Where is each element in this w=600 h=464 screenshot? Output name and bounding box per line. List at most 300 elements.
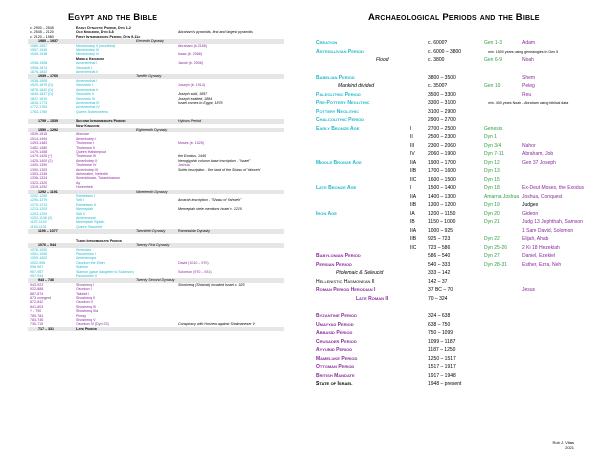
date-range: 1514-1494 — [30, 136, 48, 141]
period-row — [316, 99, 592, 108]
period-name: Middle Bronze Age — [316, 159, 362, 166]
date-range: 638 – 750 — [428, 321, 451, 328]
ruler-name: Osorkon IV (Dyn 23) — [76, 322, 109, 327]
ruler-name: Shoshenq I — [76, 282, 95, 287]
period-row — [316, 286, 592, 295]
date-range: c. 2900 – 2545 — [30, 26, 54, 30]
date-range: 1051-1006 — [30, 251, 48, 256]
period-row — [316, 372, 592, 381]
biblical-figures: Daniel, Ezekiel — [522, 253, 556, 259]
date-range: 1479-1458 — [30, 149, 48, 154]
date-range: 1190 – 1077 — [38, 229, 58, 234]
ruler-name: Merneptah Siptah — [76, 220, 105, 225]
period-row — [316, 142, 592, 151]
date-range: 1938-1908 — [30, 61, 48, 66]
period-name: Persian Period — [316, 261, 352, 268]
credit-year: 2021 — [565, 445, 574, 450]
date-range: 717 – 331 — [38, 326, 54, 331]
ruler-name: Senusret I — [76, 65, 93, 70]
biblical-figures: Nahor — [522, 142, 536, 149]
date-range: 1900 – 1700 — [428, 159, 456, 166]
biblical-figures: Esther, Ezra, Neh — [522, 261, 562, 268]
period-name: Crusader Period — [316, 338, 357, 345]
date-range: 333 – 142 — [428, 270, 451, 276]
biblical-note: Merneptah stele mentions Israel c. 1210 — [178, 207, 242, 212]
biblical-note: Joseph (b. 1914) — [178, 83, 205, 88]
date-range: 1539-1515 — [30, 132, 48, 137]
sub-phase: IV — [410, 151, 415, 157]
sub-phase: I — [410, 185, 412, 191]
ruler-name: Amenemhat III — [76, 100, 100, 105]
sub-phase: IIA — [410, 227, 417, 234]
date-range: c. 3500? — [428, 83, 448, 89]
biblical-reference: Dyn 1 — [484, 134, 498, 140]
date-range: 1945-1938 — [30, 52, 48, 57]
period-name: Babelian Period — [316, 74, 355, 81]
date-range: 789-784 — [30, 313, 44, 318]
biblical-note: Joshua — [178, 163, 190, 168]
date-range: 1197-1193 — [30, 220, 47, 225]
period-name: Ptolemaic & Seleucid — [336, 270, 384, 276]
ruler-name: Horemheb — [76, 185, 93, 190]
biblical-figures: Elijah, Ahab — [522, 236, 549, 242]
sub-phase: III — [410, 142, 415, 149]
period-name: Pottery Neolithic — [316, 108, 360, 115]
date-range: c. 6000? — [428, 40, 448, 46]
period-row — [316, 210, 592, 219]
period-row — [316, 269, 592, 278]
date-range: 1917 – 1948 — [428, 372, 456, 379]
ruler-name: Old Kingdom, Dyn 3-8 — [76, 30, 114, 35]
period-row — [316, 380, 592, 389]
ruler-name: Queen Hatshepsut — [76, 149, 106, 154]
biblical-figures: min. 1500 years using genealogies in Gen 5 — [488, 49, 559, 54]
ruler-name: Takelot I — [76, 291, 90, 296]
biblical-reference: Dyn 22 — [484, 236, 500, 242]
biblical-note: Ramesside Dynasty — [178, 229, 210, 234]
date-range: 1479-1425 (*) — [30, 154, 52, 159]
date-range: 887-874 — [30, 291, 44, 296]
biblical-reference: Dyn 13 — [484, 168, 500, 174]
ruler-name: Mentuhotep IV — [76, 52, 100, 57]
date-range: 1763-1760 — [30, 109, 48, 114]
date-range: 1600 – 1500 — [428, 176, 456, 183]
biblical-note: Soleb inscription - 'the land of the Shasu of Yahweh' — [178, 167, 261, 172]
row-gap — [316, 65, 592, 74]
ruler-name: Amenemhat II — [76, 87, 99, 92]
period-row — [316, 184, 592, 193]
dynasty-name: Eleventh Dynasty — [136, 39, 164, 44]
ruler-name: Osorkon I — [76, 287, 92, 292]
archaeological-periods-table — [316, 39, 592, 389]
row-gap — [316, 303, 592, 312]
ruler-name: Siamun — [76, 265, 89, 270]
date-range: 1400 – 1300 — [428, 193, 456, 200]
date-range: 925 – 723 — [428, 236, 451, 242]
period-name: Late Bronze Age — [316, 185, 357, 191]
ruler-name: New Kingdom — [76, 123, 100, 128]
sub-phase: IIB — [410, 202, 417, 208]
biblical-note: Jacob (b. 2006) — [178, 61, 203, 66]
date-range: 1759 – 1539 — [38, 119, 58, 124]
left-page-title: Egypt and the Bible — [68, 12, 158, 23]
date-range: 1005-1002 — [30, 256, 48, 261]
biblical-note: Abraham's pyramids, first and largest pyramids — [178, 30, 253, 35]
sub-phase: IA — [410, 210, 415, 217]
ruler-name: Amenhotep I — [76, 136, 97, 141]
period-row — [316, 329, 592, 338]
biblical-reference: Genesis — [484, 125, 503, 132]
date-range: 142 – 37 — [428, 278, 448, 285]
period-name: Creation — [316, 40, 338, 46]
biblical-reference: Gen 10 — [484, 83, 501, 89]
biblical-reference: Dyn 15 — [484, 176, 500, 183]
biblical-figures: 2 Ki 18 Hezekiah — [522, 244, 560, 251]
date-range: 943-923 — [30, 282, 44, 287]
ruler-name: Thutmose II — [76, 145, 95, 150]
date-range: c. 2120 – 1980 — [30, 34, 54, 39]
ruler-name: Ramesses I — [76, 194, 95, 199]
date-range: 1002-996 — [30, 260, 46, 265]
date-range: 2060 – 1900 — [428, 151, 456, 157]
sub-phase: II — [410, 134, 413, 140]
period-name: State of Israel — [316, 381, 353, 387]
dynasty-name: Twelfth Dynasty — [136, 74, 162, 79]
sub-phase: IIA — [410, 159, 417, 166]
biblical-note: Abraham (b.2166) — [178, 43, 207, 48]
ruler-name: Amenemope — [76, 256, 97, 261]
ruler-name: Shoshenq II — [76, 295, 96, 300]
date-range: 3800 – 3500 — [428, 74, 456, 81]
period-name: Ayyubid Period — [316, 347, 353, 353]
date-range: 1323-1320 — [30, 180, 48, 185]
ruler-name: Early Dynastic Period, Dyn 1-2 — [76, 26, 131, 30]
ruler-name: Thutmose I — [76, 141, 94, 146]
period-name: Ottoman Period — [316, 364, 355, 370]
biblical-note: David (1010 – 970) — [178, 260, 209, 265]
biblical-figures: Jesus — [522, 287, 536, 293]
period-row — [316, 150, 592, 159]
date-range: 2300 – 2060 — [428, 142, 456, 149]
biblical-note: hieroglyphic column base inscription - "Israel" — [178, 158, 251, 163]
biblical-figures: Shem — [522, 74, 536, 81]
ruler-name: Seti II — [76, 211, 86, 216]
biblical-note: Israel comes to Egypt, 1876 — [178, 100, 223, 105]
date-range: 750 – 1099 — [428, 330, 454, 336]
egypt-chronology-table — [28, 26, 284, 331]
ruler-name: Ahmose — [76, 132, 90, 137]
date-range: 1517 – 1917 — [428, 364, 456, 370]
period-row — [316, 295, 592, 304]
biblical-reference: Dyn 7-11 — [484, 151, 504, 157]
date-range: 3100 – 2900 — [428, 108, 456, 115]
sub-phase: IIC — [410, 244, 417, 251]
period-row — [316, 244, 592, 253]
date-range: 70 – 324 — [428, 295, 448, 302]
date-range: 1292 – 1191 — [38, 189, 58, 194]
period-row — [316, 125, 592, 134]
date-range: 1099 – 1187 — [428, 338, 456, 345]
date-range: 957-944 — [30, 273, 44, 278]
period-name: Flood — [376, 57, 389, 63]
period-row — [316, 116, 592, 125]
date-range: 783-746 — [30, 318, 44, 322]
dynasty-name: Eighteenth Dynasty — [136, 127, 168, 132]
ruler-name: Amenhotep III — [76, 167, 99, 172]
period-row — [316, 252, 592, 261]
ruler-name: Pimay — [76, 313, 86, 318]
ruler-name: Akhenaten, Nefertiti — [76, 172, 108, 176]
period-name: Babylonian Period — [316, 253, 361, 259]
biblical-figures: min. 400 years Noah - Abraham using biblical data — [488, 101, 569, 105]
author-credit — [553, 440, 575, 450]
period-name: Pre-Pottery Neolithic — [316, 100, 370, 106]
ruler-name: Amenemhat IV — [76, 105, 100, 110]
ruler-name: Shoshenq III — [76, 304, 97, 309]
biblical-note: Joseph exalted, 1884 — [178, 96, 213, 101]
ruler-name: Smenkhkare, Tutankhamun — [76, 176, 120, 181]
period-row — [316, 108, 592, 117]
period-name: Paleolithic Period — [316, 91, 361, 98]
date-range: 1193-1191 — [30, 224, 47, 229]
date-range: 1980-1957 — [30, 43, 48, 48]
ruler-name: Thutmose IV — [76, 163, 97, 168]
period-name: Abbasid Period — [316, 330, 353, 336]
date-range: 1202-1198 (2) — [30, 216, 53, 221]
biblical-note: Joseph sold, 1897 — [178, 92, 208, 97]
period-name: Chalcolithic Period — [316, 117, 365, 123]
period-row — [316, 91, 592, 100]
sub-phase: IB — [410, 219, 415, 225]
date-range: 1957-1945 — [30, 48, 48, 53]
ruler-name: Amenmesse — [76, 216, 96, 221]
ruler-name: Mentuhotep II (reunified) — [76, 43, 116, 48]
period-row — [316, 278, 592, 287]
date-range: 1290-1279 — [30, 198, 48, 203]
date-range: 1150 – 1000 — [428, 219, 456, 225]
date-range: 37 BC – 70 — [428, 287, 454, 293]
biblical-reference: Dyn 27 — [484, 253, 500, 259]
biblical-figures: Ex-Deut Moses, the Exodus — [522, 185, 584, 191]
credit-author: Rob J. Vitas — [552, 440, 574, 445]
date-range: 1980 – 1937 — [38, 39, 58, 44]
date-range: 1390-1353 — [30, 167, 48, 172]
period-row — [316, 338, 592, 347]
biblical-figures: Joshua, Conquest — [522, 193, 563, 200]
biblical-reference: Gen 1-3 — [484, 40, 503, 46]
date-range: 1700 – 1600 — [428, 168, 456, 174]
period-row — [316, 346, 592, 355]
dynasty-name: Twentieth Dynasty — [136, 229, 166, 234]
biblical-figures: Judg 13 Jephthah, Samson — [522, 219, 583, 225]
period-row — [316, 159, 592, 168]
biblical-figures: Peleg — [522, 83, 535, 89]
date-range: 1818-1773 — [30, 100, 48, 105]
biblical-note: the Exodus, 1445 — [178, 154, 206, 159]
biblical-reference: Dyn 19 — [484, 202, 500, 208]
ruler-name: Amenhotep II — [76, 158, 98, 163]
date-range: c. 3800 — [428, 57, 445, 63]
date-range: 1772-1764 — [30, 105, 48, 110]
period-row — [316, 176, 592, 185]
period-row — [316, 312, 592, 321]
date-range: 2900 – 2700 — [428, 117, 456, 123]
ruler-name: Ramesses II — [76, 202, 96, 207]
ruler-name: Osorkon II — [76, 300, 93, 305]
period-row — [316, 39, 592, 48]
date-range: 723 – 586 — [428, 244, 451, 251]
date-range: 943 – 746 — [38, 278, 54, 283]
date-range: 1213-1203 — [30, 207, 48, 212]
date-range: 1920-1875 (D) — [30, 83, 54, 88]
date-range: 1939 – 1760 — [38, 74, 58, 79]
chronology-row — [28, 110, 284, 114]
ruler-name: Shoshenq V — [76, 318, 96, 322]
biblical-reference: Gen 6-9 — [484, 57, 503, 63]
right-page-title: Archaeological Periods and the Bible — [368, 12, 540, 23]
dynasty-name: Late Period — [76, 326, 97, 331]
date-range: 1336-1324 — [30, 176, 48, 181]
date-range: 967-957 — [30, 269, 44, 274]
biblical-figures: 1 Sam David, Solomon — [522, 227, 574, 234]
sub-phase: IIC — [410, 176, 417, 183]
biblical-figures: Adam — [522, 40, 536, 46]
date-range: 1400-1390 — [30, 163, 48, 168]
ruler-name: Middle Kingdom — [76, 56, 104, 61]
period-row — [316, 227, 592, 236]
biblical-reference: Dyn 18 — [484, 185, 500, 191]
ruler-name: Mentuhotep III — [76, 48, 99, 53]
date-range: 1203-1200 — [30, 211, 48, 216]
date-range: 1908-1874 — [30, 65, 48, 70]
dynasty-name: Twenty First Dynasty — [136, 243, 170, 248]
date-range: 540 – 333 — [428, 261, 451, 268]
date-range: 1250 – 1517 — [428, 355, 456, 362]
date-range: 872-842 — [30, 300, 44, 305]
period-row — [316, 56, 592, 65]
period-name: Roman Period Herodian I — [316, 287, 376, 293]
date-range: 730-715 — [30, 322, 44, 327]
sub-phase: IIB — [410, 236, 417, 242]
period-row — [316, 355, 592, 364]
dynasty-header-row — [28, 327, 284, 331]
dynasty-name: Second Intermediate Period — [76, 119, 126, 124]
ruler-name: Queen Tawosret — [76, 224, 103, 229]
biblical-reference: Dyn 20 — [484, 210, 500, 217]
ruler-name: Amenemhat II — [76, 70, 99, 75]
date-range: c. 2545 – 2120 — [30, 30, 54, 35]
date-range: 2500 – 2300 — [428, 134, 456, 140]
ruler-name: Smendes — [76, 247, 92, 252]
ruler-name: Amenemhat I — [76, 61, 98, 66]
date-range: 1279-1213 — [30, 202, 48, 207]
biblical-figures: Gideon — [522, 210, 539, 217]
period-row — [316, 82, 592, 91]
date-range: 1837-1819 — [30, 96, 48, 101]
ruler-name: Sesostris I — [76, 83, 93, 88]
date-range: 1425-1400 (2) — [30, 158, 53, 163]
dynasty-name: Twenty Second Dynasty — [136, 278, 175, 283]
date-range: 1292-1290 — [30, 194, 48, 199]
period-row — [316, 74, 592, 83]
date-range: 1200 – 1150 — [428, 210, 456, 217]
biblical-figures: Reu — [522, 91, 532, 98]
date-range: 1482-1480 — [30, 145, 48, 150]
dynasty-header-row — [28, 229, 284, 233]
ruler-name: Thutmose III — [76, 154, 96, 159]
date-range: 1076-1052 — [30, 247, 48, 252]
ruler-name: Shoshenq IIIa — [76, 309, 99, 314]
date-range: 2700 – 2500 — [428, 125, 456, 132]
period-name: Late Roman II — [356, 295, 389, 302]
biblical-figures: Noah — [522, 57, 534, 63]
period-name: Iron Age — [316, 210, 337, 217]
ruler-name: Siamun (gave daughter to Solomon) — [76, 269, 134, 274]
biblical-note: Amarah inscription - "Shasu of Yahweh" — [178, 198, 242, 203]
sub-phase: I — [410, 125, 412, 132]
date-range: 1493-1483 — [30, 141, 48, 146]
date-range: 1876-1842 — [30, 70, 48, 75]
ruler-name: Ay — [76, 180, 81, 185]
sub-phase: IIB — [410, 168, 417, 174]
period-row — [316, 363, 592, 372]
biblical-note: Hyksos Period — [178, 119, 202, 124]
biblical-reference: Dyn 25-26 — [484, 244, 508, 251]
date-range: 1319-1292 — [30, 185, 48, 190]
ruler-name: Sesostris III — [76, 96, 95, 101]
date-range: 1876-1842 (D) — [30, 87, 54, 92]
period-row — [316, 235, 592, 244]
period-name: Mameluke Period — [316, 355, 358, 362]
ruler-name: Psusennes I — [76, 251, 96, 256]
biblical-figures: Abraham, Job — [522, 151, 554, 157]
period-row — [316, 167, 592, 176]
date-range: 1076 – 944 — [38, 243, 56, 248]
period-row — [316, 193, 592, 202]
date-range: 1845-1837 (D) — [30, 92, 54, 97]
period-name: Hellenistic Hasmonean II — [316, 278, 375, 285]
biblical-reference: Dyn 3/4 — [484, 142, 502, 149]
period-name: Umayyad Period — [316, 321, 354, 328]
ruler-name: Psusennes II — [76, 273, 97, 278]
date-range: 3500 – 3300 — [428, 91, 456, 98]
biblical-reference: Dyn 28-31 — [484, 261, 508, 268]
period-name: Antediluvian Period — [316, 48, 364, 55]
biblical-reference: Dyn 12 — [484, 159, 500, 166]
date-range: ? - 790 — [30, 309, 42, 314]
date-range: 996-967 — [30, 265, 44, 270]
ruler-name: Amenemhat I — [76, 78, 98, 83]
period-name: Early Bronze Age — [316, 125, 360, 132]
date-range: 1300 – 1200 — [428, 202, 456, 208]
period-row — [316, 133, 592, 142]
period-row — [316, 321, 592, 330]
date-range: 1353-1336 — [30, 172, 48, 176]
sub-phase: IIA — [410, 193, 417, 200]
biblical-note: Solomon (970 – 931) — [178, 269, 212, 274]
biblical-note: Shoshenq (Shishak) invaded Israel c. 925 — [178, 282, 245, 287]
period-name: Mankind divided — [338, 83, 375, 89]
ruler-name: Sesostris II — [76, 92, 94, 97]
ruler-name: Merneptah — [76, 207, 94, 212]
dynasty-name: Nineteenth Dynasty — [136, 189, 168, 194]
date-range: c. 6000 – 3800 — [428, 48, 462, 55]
date-range: 324 – 638 — [428, 313, 451, 319]
period-row — [316, 48, 592, 57]
period-row — [316, 218, 592, 227]
date-range: 1948 – present — [428, 381, 462, 387]
ruler-name: Seti I — [76, 198, 85, 203]
